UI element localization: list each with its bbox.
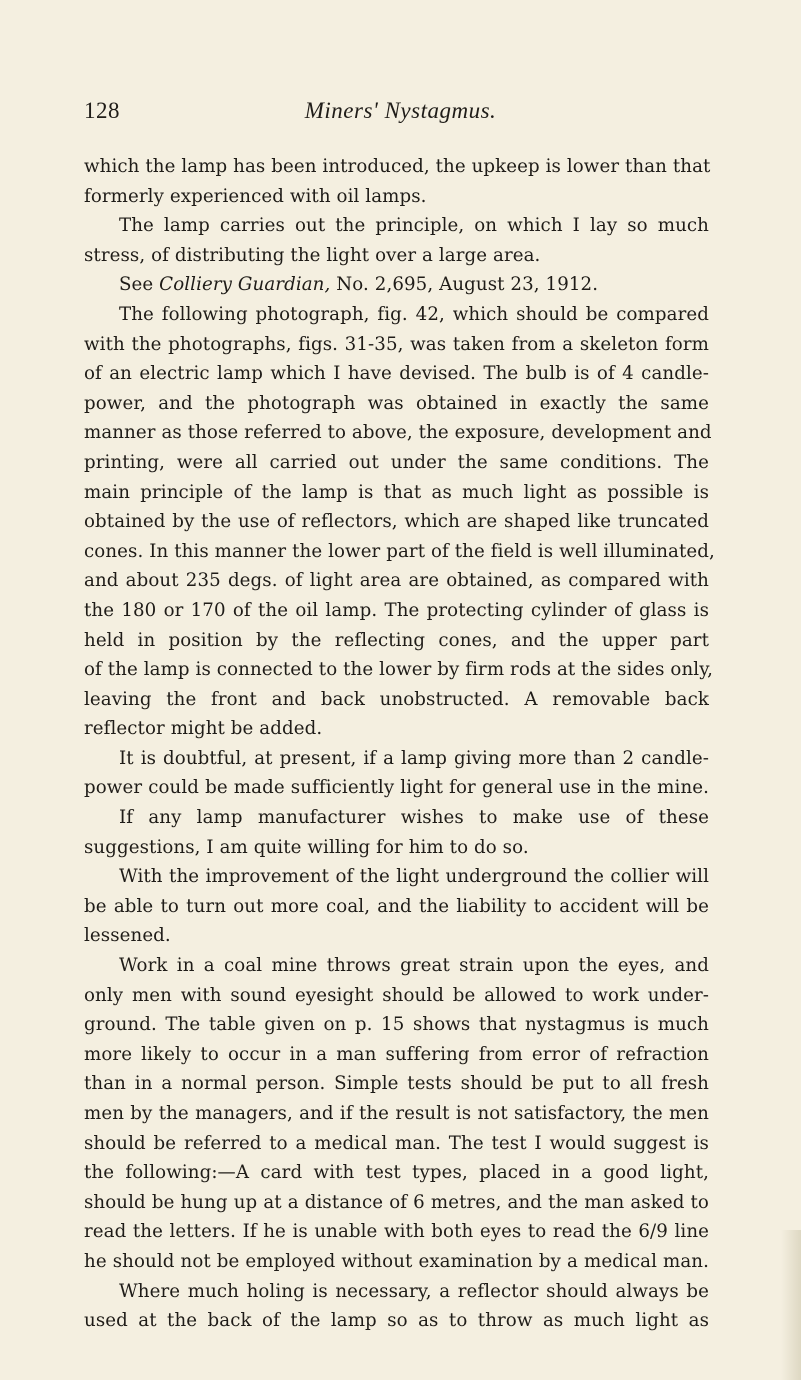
text-line: reflector might be added.	[84, 718, 323, 740]
text-line: men by the managers, and if the result is not satisfactory, the men	[84, 1103, 709, 1124]
text-line: lessened.	[84, 925, 171, 947]
running-head	[0, 98, 801, 130]
citation-details: No. 2,695, August 23, 1912.	[330, 274, 599, 296]
body-text	[84, 152, 715, 1336]
text-line: used at the back of the lamp so as to throw as much light as	[84, 1310, 709, 1332]
text-line: be able to turn out more coal, and the liability to accident will be	[84, 895, 709, 917]
text-line: held in position by the reflecting cones, and the upper part	[84, 629, 709, 651]
text-line: manner as those referred to above, the exposure, development and	[84, 422, 712, 444]
text-line: power, and the photograph was obtained in exactly the same	[84, 392, 709, 414]
text-line: It is doubtful, at present, if a lamp giving more than 2 candle-	[119, 747, 709, 769]
text-line: leaving the front and back unobstructed. A removable back	[84, 688, 709, 710]
page-edge-shadow	[781, 1230, 801, 1380]
text-line: should be referred to a medical man. The test I would suggest is	[84, 1132, 709, 1154]
text-line: obtained by the use of reflectors, which are shaped like truncated	[84, 511, 709, 533]
text-line: than in a normal person. Simple tests should be put to all fresh	[84, 1073, 709, 1095]
text-line: The lamp carries out the principle, on which I lay so much	[119, 215, 709, 237]
text-line: the following:—A card with test types, placed in a good light,	[84, 1162, 709, 1184]
text-line: with the photographs, figs. 31-35, was taken from a skeleton form	[84, 333, 709, 355]
text-line: power could be made sufficiently light for general use in the mine.	[84, 777, 709, 799]
text-line: Where much holing is necessary, a reflector should always be	[119, 1280, 709, 1302]
text-line: cones. In this manner the lower part of the field is well illuminated,	[84, 540, 715, 562]
text-line: read the letters. If he is unable with both eyes to read the 6/9 line	[84, 1221, 709, 1243]
text-line: If any lamp manufacturer wishes to make use of these	[119, 807, 709, 829]
page-number: 128	[84, 98, 120, 123]
text-line: Work in a coal mine throws great strain upon the eyes, and	[119, 955, 709, 977]
text-line: formerly experienced with oil lamps.	[84, 185, 427, 207]
citation-see: See	[119, 274, 160, 296]
text-line: he should not be employed without examination by a medical man.	[84, 1250, 709, 1272]
text-line: suggestions, I am quite willing for him to do so.	[84, 836, 529, 858]
text-line: of the lamp is connected to the lower by firm rods at the sides only,	[84, 659, 714, 681]
text-line: The following photograph, fig. 42, which should be compared	[119, 303, 709, 325]
text-line: main principle of the lamp is that as much light as possible is	[84, 481, 709, 503]
text-line: With the improvement of the light underground the collier will	[119, 866, 709, 888]
text-line: the 180 or 170 of the oil lamp. The protecting cylinder of glass is	[84, 599, 709, 621]
text-line: printing, were all carried out under the same conditions. The	[84, 451, 709, 473]
text-line: more likely to occur in a man suffering from error of refraction	[84, 1043, 709, 1065]
text-line: ground. The table given on p. 15 shows that nystagmus is much	[84, 1014, 709, 1036]
text-line: which the lamp has been introduced, the upkeep is lower than that	[84, 156, 711, 177]
citation-journal: Colliery Guardian,	[159, 274, 331, 296]
text-line: should be hung up at a distance of 6 metres, and the man asked to	[84, 1191, 709, 1213]
text-line: only men with sound eyesight should be allowed to work under-	[84, 984, 709, 1006]
running-title: Miners' Nystagmus.	[304, 98, 497, 123]
citation-line	[84, 270, 709, 300]
text-line: and about 235 degs. of light area are obtained, as compared with	[84, 570, 709, 592]
text-line: stress, of distributing the light over a large area.	[84, 244, 541, 266]
text-line: of an electric lamp which I have devised. The bulb is of 4 candle-	[84, 363, 709, 385]
